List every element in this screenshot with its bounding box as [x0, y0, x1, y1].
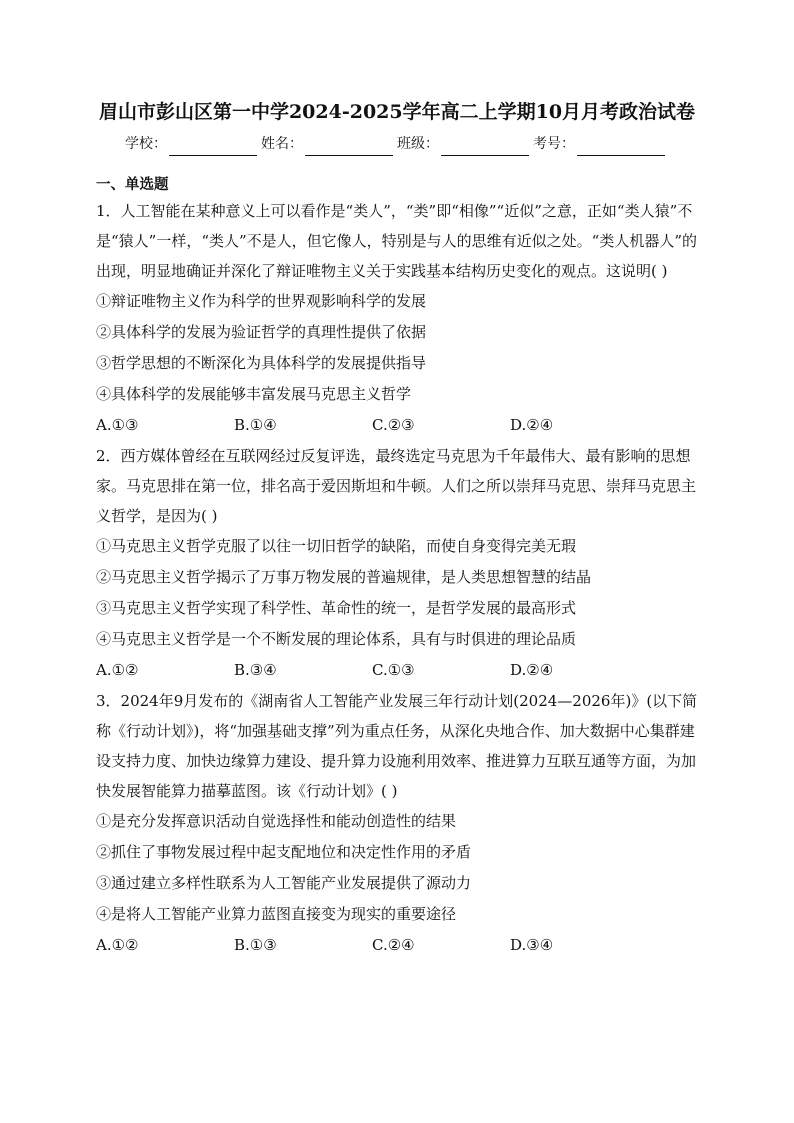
section-heading: 一、单选题: [96, 176, 169, 193]
statement-option: ②具体科学的发展为验证哲学的真理性提供了依据: [96, 323, 427, 341]
statement-option: ②抓住了事物发展过程中起支配地位和决定性作用的矛盾: [96, 843, 472, 861]
choice-d: D.③④: [510, 936, 554, 954]
class-label: 班级：: [397, 136, 439, 152]
choice-d: D.②④: [510, 661, 554, 679]
class-field: [397, 132, 533, 156]
answer-choices: [96, 410, 698, 441]
school-blank: [169, 139, 257, 156]
choice-a: A.①③: [96, 416, 139, 434]
choice-d: D.②④: [510, 416, 554, 434]
statement-option: ①辩证唯物主义作为科学的世界观影响科学的发展: [96, 292, 427, 310]
statement-option: ④马克思主义哲学是一个不断发展的理论体系，具有与时俱进的理论品质: [96, 630, 577, 648]
choice-b: B.①③: [234, 936, 277, 954]
choice-c: C.②④: [372, 936, 415, 954]
question-stem: 2．西方媒体曾经在互联网经过反复评选，最终选定马克思为千年最伟大、最有影响的思想家。马克思排在第一位，排名高于爱因斯坦和牛顿。人们之所以崇拜马克思、崇拜马克思主义哲学，是因为( ): [96, 447, 697, 525]
exam-number-field: [533, 132, 669, 156]
statement-option: ①马克思主义哲学克服了以往一切旧哲学的缺陷，而使自身变得完美无瑕: [96, 537, 577, 555]
statement-option: ④是将人工智能产业算力蓝图直接变为现实的重要途径: [96, 905, 457, 923]
exam-title: 眉山市彭山区第一中学2024-2025学年高二上学期10月月考政治试卷: [98, 101, 696, 123]
choice-c: C.②③: [372, 416, 415, 434]
class-blank: [441, 139, 529, 156]
exam-number-label: 考号：: [533, 136, 575, 152]
choice-a: A.①②: [96, 661, 139, 679]
statement-option: ②马克思主义哲学揭示了万事万物发展的普遍规律，是人类思想智慧的结晶: [96, 568, 592, 586]
statement-option: ①是充分发挥意识活动自觉选择性和能动创造性的结果: [96, 812, 457, 830]
question-3: [96, 686, 698, 961]
statement-option: ④具体科学的发展能够丰富发展马克思主义哲学: [96, 385, 412, 403]
answer-choices: [96, 930, 698, 961]
choice-b: B.③④: [234, 661, 277, 679]
choice-a: A.①②: [96, 936, 139, 954]
student-info-row: [96, 132, 698, 156]
school-label: 学校：: [125, 136, 167, 152]
name-blank: [305, 139, 393, 156]
choice-b: B.①④: [234, 416, 277, 434]
answer-choices: [96, 655, 698, 686]
name-label: 姓名：: [261, 136, 303, 152]
school-field: [125, 132, 261, 156]
question-2: [96, 441, 698, 686]
statement-option: ③马克思主义哲学实现了科学性、革命性的统一，是哲学发展的最高形式: [96, 599, 577, 617]
question-1: [96, 196, 698, 441]
question-stem: 1．人工智能在某种意义上可以看作是“类人”，“类”即“相像”“近似”之意，正如“类人猿”不是“猿人”一样，“类人”不是人，但它像人，特别是与人的思维有近似之处。“类人机器人”的出现，明显地确证并深化了辩证唯物主义关于实践基本结构历史变化的观点。这说明( ): [96, 202, 698, 280]
choice-c: C.①③: [372, 661, 415, 679]
statement-option: ③通过建立多样性联系为人工智能产业发展提供了源动力: [96, 874, 472, 892]
name-field: [261, 132, 397, 156]
exam-number-blank: [577, 139, 665, 156]
statement-option: ③哲学思想的不断深化为具体科学的发展提供指导: [96, 354, 427, 372]
question-stem: 3．2024年9月发布的《湖南省人工智能产业发展三年行动计划(2024—2026年)》(以下简称《行动计划》)，将“加强基础支撑”列为重点任务，从深化央地合作、加大数据中心集群建设支持力度、加快边缘算力建设、提升算力设施利用效率、推进算力互联互通等方面，为加快发展智能算力描摹蓝图。该《行动计划》( ): [96, 692, 698, 800]
